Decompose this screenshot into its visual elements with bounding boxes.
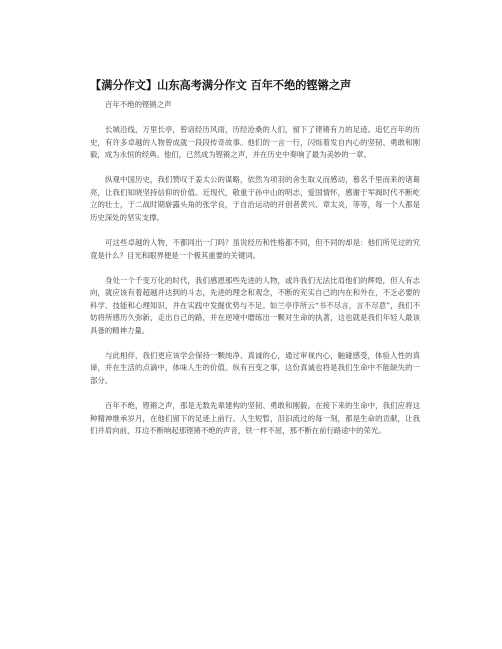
paragraph-2: 纵观中国历史，我们赞叹于姜太公的谋略，依然为项羽的舍生取义而感动，慕名千里而来的诸葛亮，让我们知晓坚持信仰的价值。近现代，敬重于孙中山的明志，爱国情怀，感谢于军阀时代不断屹立的壮士，于二战时期崭露头角的张学良，于自治运动的开创者黄兴、章太炎，等等，每一个人都是历史深处的坚实支撑。 — [90, 175, 420, 222]
paragraph-3: 可这些卓越的人物，不都同出一门吗？虽说经历和性格都不同，但不同的却是：他们所见过的究竟是什么？目光和眼界便是一个极其重要的关键词。 — [90, 237, 420, 260]
paragraph-1: 长城沿线，万里长亭，曾谙经历风雨，历经沧桑的人们，留下了铿锵有力的足迹。追忆百年的历史，有许多卓越的人物曾成就一段段传奇故事。他们的一言一行，闪烁着发自内心的坚韧、勇敢和刚毅，成为永恒的经典。他们，已然成为铿锵之声，并在历史中奏响了最为美妙的一章。 — [90, 124, 420, 160]
paragraph-6: 百年不绝，铿锵之声，那是无数先辈建构的坚韧、勇敢和刚毅。在接下来的生命中，我们应将这种精神继承岁月，在他们留下的足迹上前行。人生短暂，泪汩流过的每一刻，都是生命的贡献，让我们并肩向前，耳边不断响起那铿锵不绝的声音，铁一样不屈，那不断在前行路途中的荣光。 — [90, 401, 420, 436]
paragraph-5: 与此相伴，我们更应该学会保持一颗纯净、真诚的心，通过审视内心，触碰感受，体验人性的真谛，并在生活的点滴中，体味人生的价值。纵有百变之事，这份真诚也将是我们生命中不能缺失的一部分。 — [90, 350, 420, 386]
paragraph-4: 身处一个千变万化的时代，我们感恩那些先进的人物，或许我们无法比肩他们的辉煌，但人有志向，就应该有着超越并达到的斗志，先进的理念和观念，不断的充实自己的内在和外在，不乏必要的科学、技能和心理知识，并在实践中发掘优势与不足。如兰亭序所云“书不尽言，言不尽意”，我们不妨将所感历久弥新，走出自己的路，并在逆境中磨练出一颗对生命的执著，这也就是我们年轻人最该具备的精神力量。 — [90, 275, 420, 335]
article-subtitle: 百年不绝的铿锵之声 — [105, 100, 172, 109]
article-body — [90, 99, 420, 450]
page-title: 【满分作文】山东高考满分作文 百年不绝的铿锵之声 — [90, 79, 352, 92]
